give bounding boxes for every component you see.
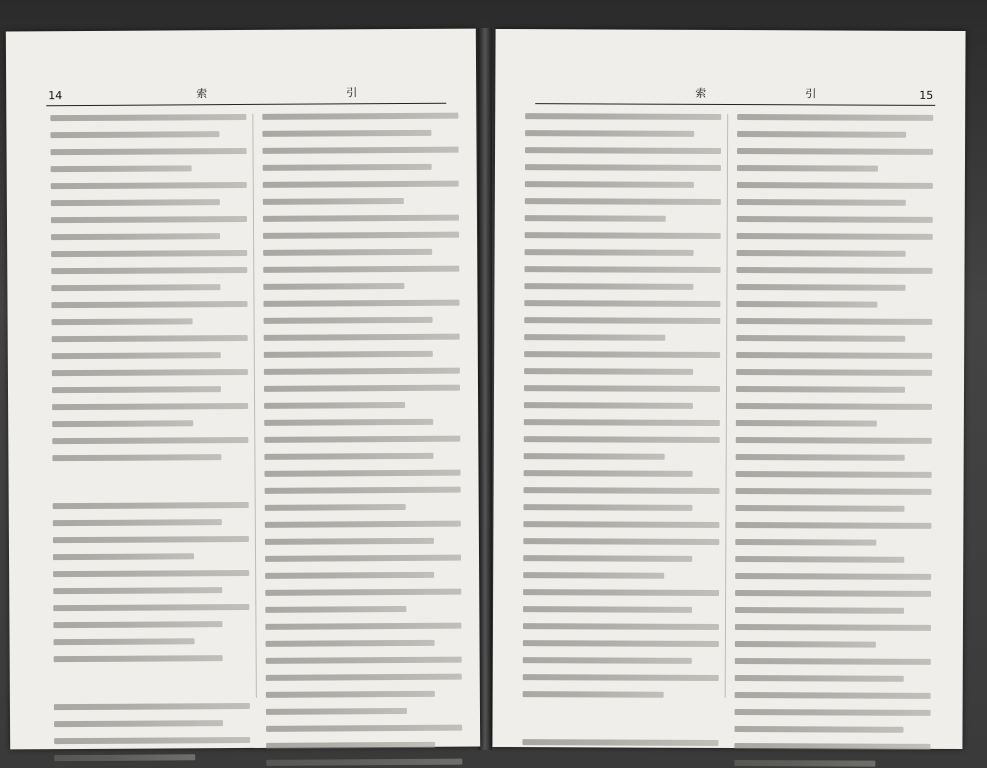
- index-entry: [265, 487, 461, 494]
- index-entry: [265, 606, 406, 613]
- index-entry: [524, 402, 693, 409]
- index-entry: [523, 657, 692, 664]
- index-entry: [265, 538, 434, 545]
- index-entry: [52, 335, 248, 342]
- index-entry: [525, 181, 694, 188]
- index-entry: [524, 368, 693, 375]
- index-entry: [736, 454, 905, 461]
- index-entry: [52, 352, 221, 359]
- index-entry: [51, 148, 247, 155]
- index-entry: [264, 436, 460, 443]
- index-entry: [525, 249, 694, 256]
- index-entry: [735, 590, 931, 597]
- index-entry: [264, 334, 460, 341]
- index-entry: [523, 640, 719, 647]
- index-entry: [263, 249, 432, 256]
- index-entry: [52, 386, 221, 393]
- index-entry: [735, 505, 904, 512]
- index-entry: [52, 437, 248, 444]
- index-entry: [523, 674, 719, 681]
- index-entry: [263, 266, 459, 273]
- index-entry: [263, 215, 459, 222]
- index-entry: [523, 572, 664, 579]
- index-entry: [524, 419, 720, 426]
- left-page-header: [46, 81, 446, 106]
- index-entry: [522, 739, 718, 746]
- index-entry: [523, 555, 692, 562]
- index-entry: [523, 504, 692, 511]
- index-entry: [53, 570, 249, 577]
- index-entry: [525, 147, 721, 154]
- index-entry: [735, 624, 931, 631]
- index-entry: [53, 587, 222, 594]
- index-entry: [265, 623, 461, 630]
- right-page-number: 15: [919, 88, 934, 102]
- index-entry: [525, 164, 721, 171]
- right-page-column-2: [734, 114, 933, 768]
- left-page-column-2: [262, 113, 462, 768]
- index-entry: [264, 317, 433, 324]
- index-entry: [736, 488, 932, 495]
- index-entry: [265, 521, 461, 528]
- index-entry: [53, 604, 249, 611]
- index-entry: [54, 754, 195, 761]
- index-entry: [736, 301, 877, 308]
- index-entry: [263, 147, 459, 154]
- index-entry: [524, 436, 720, 443]
- index-entry: [263, 181, 459, 188]
- index-entry: [266, 691, 435, 698]
- index-entry: [50, 131, 219, 138]
- index-entry: [735, 709, 931, 716]
- index-entry: [525, 215, 666, 222]
- index-entry: [51, 250, 247, 257]
- kana-section-heading: [53, 474, 249, 489]
- left-page-column-1: [50, 114, 250, 768]
- index-entry: [524, 334, 665, 341]
- index-entry: [263, 300, 459, 307]
- index-entry: [735, 607, 904, 614]
- index-entry: [737, 233, 933, 240]
- index-entry: [736, 318, 932, 325]
- index-entry: [524, 351, 720, 358]
- index-entry: [524, 385, 720, 392]
- index-entry: [523, 589, 719, 596]
- index-entry: [735, 522, 931, 529]
- index-entry: [53, 621, 222, 628]
- index-entry: [266, 708, 407, 715]
- index-entry: [737, 114, 933, 121]
- index-entry: [264, 351, 433, 358]
- right-page: [492, 29, 965, 749]
- index-entry: [51, 284, 220, 291]
- right-page-column-1: [522, 113, 721, 757]
- index-entry: [523, 606, 692, 613]
- index-entry: [266, 725, 462, 732]
- index-entry: [53, 553, 194, 560]
- index-entry: [266, 759, 462, 766]
- index-entry: [263, 164, 432, 171]
- index-entry: [523, 538, 719, 545]
- index-entry: [263, 232, 459, 239]
- index-entry: [264, 402, 405, 409]
- index-entry: [265, 572, 434, 579]
- index-entry: [736, 420, 877, 427]
- index-entry: [737, 250, 906, 257]
- index-entry: [54, 720, 223, 727]
- index-entry: [53, 502, 249, 509]
- index-entry: [524, 300, 720, 307]
- index-entry: [52, 454, 221, 461]
- index-entry: [264, 453, 433, 460]
- index-entry: [53, 536, 249, 543]
- index-entry: [266, 674, 462, 681]
- index-entry: [263, 283, 404, 290]
- index-entry: [735, 641, 876, 648]
- index-entry: [523, 691, 664, 698]
- index-entry: [52, 318, 193, 325]
- index-entry: [266, 640, 435, 647]
- index-entry: [51, 233, 220, 240]
- index-entry: [736, 352, 932, 359]
- index-entry: [53, 519, 222, 526]
- right-header-char-1: 索: [695, 86, 708, 100]
- index-entry: [54, 638, 195, 645]
- left-page: [6, 29, 480, 750]
- index-entry: [734, 760, 875, 767]
- index-entry: [264, 368, 460, 375]
- index-entry: [735, 539, 876, 546]
- index-entry: [52, 420, 193, 427]
- index-entry: [737, 165, 878, 172]
- index-entry: [735, 658, 931, 665]
- index-entry: [523, 623, 719, 630]
- index-entry: [734, 743, 930, 750]
- index-entry: [265, 504, 406, 511]
- left-header-char-1: 索: [196, 87, 209, 101]
- index-entry: [736, 437, 932, 444]
- index-entry: [736, 284, 905, 291]
- index-entry: [737, 182, 933, 189]
- index-entry: [736, 386, 905, 393]
- index-entry: [524, 470, 693, 477]
- index-entry: [737, 199, 906, 206]
- index-entry: [264, 385, 460, 392]
- index-entry: [525, 198, 721, 205]
- index-entry: [524, 453, 665, 460]
- index-entry: [51, 182, 247, 189]
- index-entry: [736, 471, 932, 478]
- column-divider: [252, 114, 257, 698]
- index-entry: [51, 199, 220, 206]
- right-page-header: [535, 81, 935, 106]
- index-entry: [736, 335, 905, 342]
- index-entry: [51, 267, 247, 274]
- index-entry: [54, 655, 223, 662]
- index-entry: [262, 113, 458, 120]
- index-entry: [51, 216, 247, 223]
- index-entry: [525, 266, 721, 273]
- left-page-number: 14: [48, 89, 63, 103]
- index-entry: [266, 742, 435, 749]
- index-entry: [735, 692, 931, 699]
- index-entry: [737, 216, 933, 223]
- kana-section-heading: [523, 711, 719, 726]
- index-entry: [524, 487, 720, 494]
- index-entry: [523, 521, 719, 528]
- index-entry: [262, 130, 431, 137]
- index-entry: [265, 555, 461, 562]
- index-entry: [735, 573, 931, 580]
- index-entry: [263, 198, 404, 205]
- index-entry: [525, 113, 721, 120]
- index-entry: [736, 369, 932, 376]
- index-entry: [525, 130, 694, 137]
- index-entry: [525, 232, 721, 239]
- index-entry: [737, 267, 933, 274]
- index-entry: [737, 148, 933, 155]
- index-entry: [52, 403, 248, 410]
- kana-section-heading: [54, 675, 250, 690]
- column-divider: [725, 114, 729, 698]
- index-entry: [50, 114, 246, 121]
- index-entry: [52, 369, 248, 376]
- index-entry: [524, 283, 693, 290]
- left-header-char-2: 引: [346, 86, 359, 100]
- index-entry: [265, 589, 461, 596]
- index-entry: [54, 737, 250, 744]
- index-entry: [266, 657, 462, 664]
- index-entry: [51, 301, 247, 308]
- index-entry: [736, 403, 932, 410]
- index-entry: [54, 703, 250, 710]
- index-entry: [524, 317, 720, 324]
- index-entry: [735, 556, 904, 563]
- index-entry: [265, 470, 461, 477]
- right-header-char-2: 引: [805, 87, 818, 101]
- index-entry: [735, 675, 904, 682]
- index-entry: [51, 165, 192, 172]
- index-entry: [737, 131, 906, 138]
- index-entry: [735, 726, 904, 733]
- index-entry: [264, 419, 433, 426]
- book-spine: [478, 28, 492, 750]
